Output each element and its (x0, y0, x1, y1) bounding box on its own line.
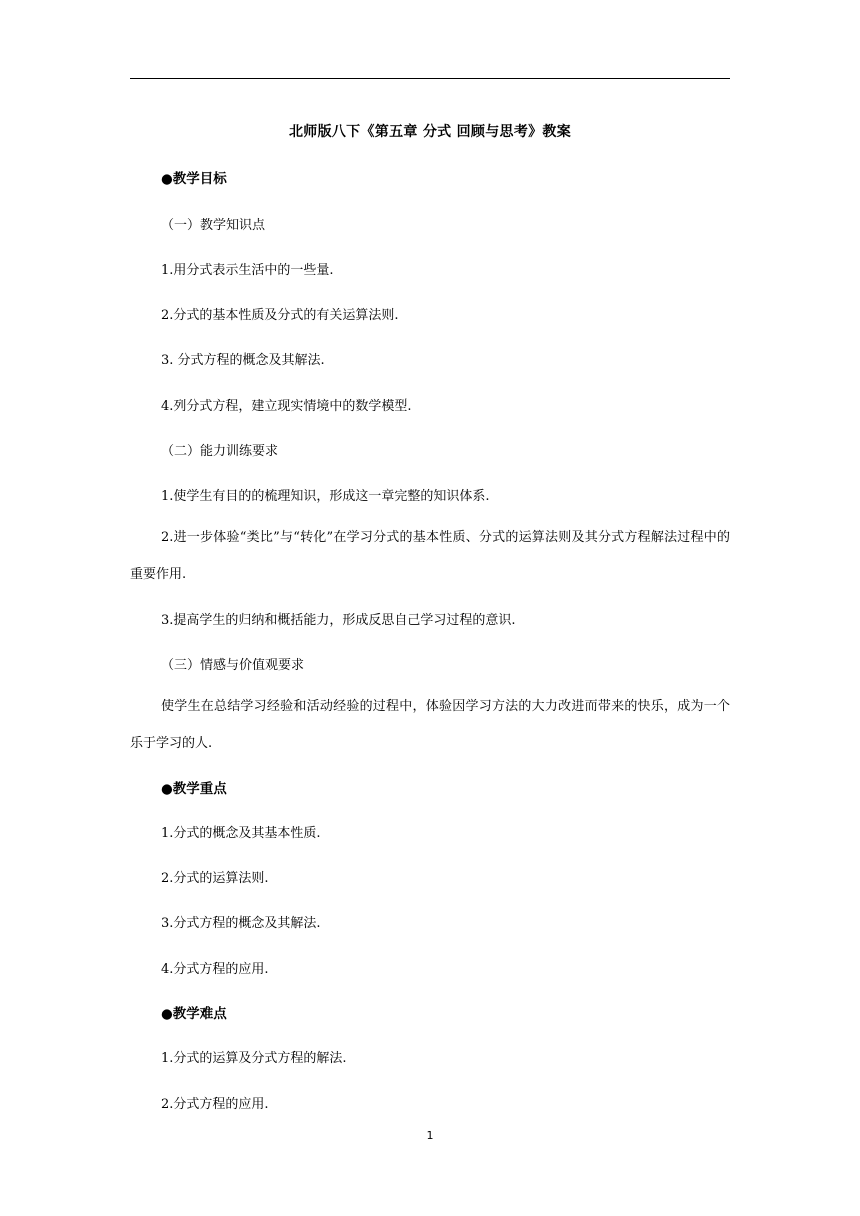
subheading-knowledge: （一）教学知识点 (161, 218, 266, 233)
key-point-item-3: 3.分式方程的概念及其解法. (161, 916, 321, 931)
ability-item-2: 2.进一步体验“类比”与“转化”在学习分式的基本性质、分式的运算法则及其分式方程解法过程中的重要作用. (130, 530, 730, 582)
knowledge-item-2: 2.分式的基本性质及分式的有关运算法则. (161, 308, 399, 323)
section-heading-key-points: ●教学重点 (161, 781, 227, 797)
subheading-emotion: （三）情感与价值观要求 (161, 658, 305, 673)
header-rule (130, 78, 730, 79)
difficulty-item-2: 2.分式方程的应用. (161, 1097, 269, 1112)
difficulty-item-1: 1.分式的运算及分式方程的解法. (161, 1051, 347, 1066)
subheading-ability: （二）能力训练要求 (161, 444, 279, 459)
document-title: 北师版八下《第五章 分式 回顾与思考》教案 (288, 124, 572, 140)
section-heading-difficulties: ●教学难点 (161, 1006, 227, 1022)
key-point-item-4: 4.分式方程的应用. (161, 962, 269, 977)
section-heading-objectives: ●教学目标 (161, 171, 227, 187)
ability-item-3: 3.提高学生的归纳和概括能力，形成反思自己学习过程的意识. (161, 613, 516, 628)
knowledge-item-1: 1.用分式表示生活中的一些量. (161, 263, 334, 278)
knowledge-item-3: 3. 分式方程的概念及其解法. (161, 353, 325, 368)
knowledge-item-4: 4.列分式方程，建立现实情境中的数学模型. (161, 399, 412, 414)
page-number: 1 (426, 1129, 434, 1142)
emotion-paragraph: 使学生在总结学习经验和活动经验的过程中，体验因学习方法的大力改进而带来的快乐，成为一个乐于学习的人. (130, 699, 730, 751)
key-point-item-1: 1.分式的概念及其基本性质. (161, 826, 321, 841)
key-point-item-2: 2.分式的运算法则. (161, 871, 269, 886)
ability-item-1: 1.使学生有目的的梳理知识，形成这一章完整的知识体系. (161, 489, 490, 504)
